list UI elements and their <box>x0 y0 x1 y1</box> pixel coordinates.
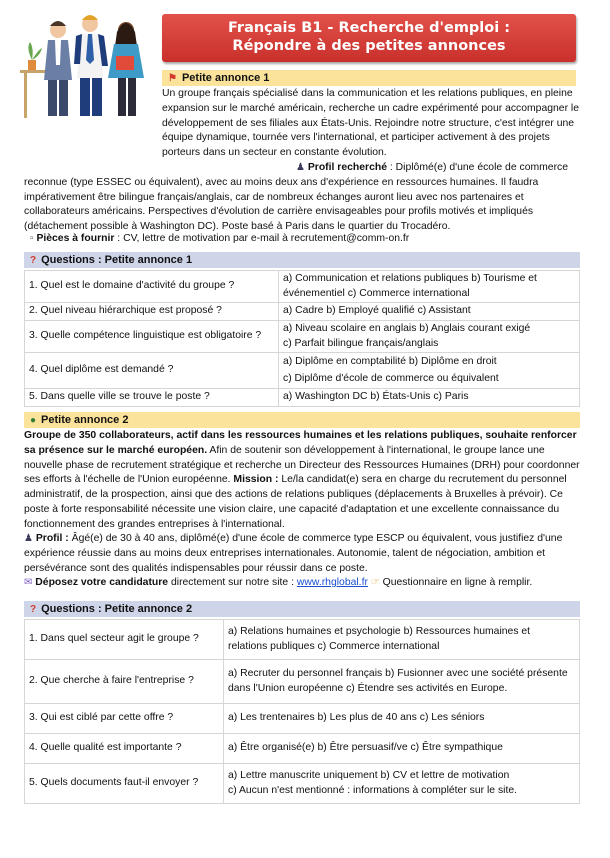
answer-cell <box>279 303 580 321</box>
question-cell: 5. Quels documents faut-il envoyer ? <box>25 764 224 804</box>
table-row <box>25 321 580 353</box>
annonce2-profil <box>24 532 580 576</box>
annonce2-body <box>24 429 580 533</box>
flag-icon: ⚑ <box>168 72 177 84</box>
answer-line: c) Diplôme d'école de commerce ou équivalent <box>283 373 499 384</box>
answer-line: dans l'Union européenne c) Étendre ses activités en Europe. <box>228 682 508 694</box>
table-row <box>25 660 580 704</box>
pointing-hand-icon: ☞ <box>370 577 380 588</box>
question-cell: 4. Quelle qualité est importante ? <box>25 734 224 764</box>
question-cell: 5. Dans quelle ville se trouve le poste ? <box>25 389 279 407</box>
question-cell: 3. Quelle compétence linguistique est obligatoire ? <box>25 321 279 353</box>
question-cell: 4. Quel diplôme est demandé ? <box>25 353 279 389</box>
profil-text: : Diplômé(e) d'une école de commerce reconnue (type ESSEC ou équivalent), avec au moins deux ans d'expérience en ressources humaines. Il faudra impérativement être bilingue français/anglais, car de nombreux échanges auront lieu avec nos partenaires et collaborateurs américains. Perspectives d'évolution de carrière envisageables pour profils motivés et impliqués (détachement possible à Washington DC). Poste basé à Paris dans le quartier du Trocadéro. <box>24 162 568 233</box>
answer-line: c) Parfait bilingue français/anglais <box>283 337 439 349</box>
questions1-heading-label: Questions : Petite annonce 1 <box>41 254 193 266</box>
answer-line: a) Communication et relations publiques b) Tourisme et <box>283 273 537 284</box>
globe-icon: ● <box>30 414 37 426</box>
table-row <box>25 353 580 389</box>
answer-line: a) Diplôme en comptabilité b) Diplôme en droit <box>283 355 497 367</box>
answer-line: relations publiques c) Commerce international <box>228 640 440 652</box>
title-line-1: Français B1 - Recherche d'emploi : <box>227 20 511 36</box>
question-cell: 2. Quel niveau hiérarchique est proposé ? <box>25 303 279 321</box>
questions1-table <box>24 270 580 407</box>
answer-line: c) Aucun n'est mentionné : informations à compléter sur le site. <box>228 784 518 796</box>
annonce1-profil <box>24 161 580 235</box>
depot-text: directement sur notre site : <box>168 577 297 588</box>
question-icon: ? <box>30 254 37 266</box>
mouse-icon: ▫ <box>30 233 34 244</box>
questions2-heading-label: Questions : Petite annonce 2 <box>41 603 193 615</box>
answer-line: a) Lettre manuscrite uniquement b) CV et lettre de motivation <box>228 770 510 781</box>
annonce1-body: Un groupe français spécialisé dans la communication et les relations publiques, en pleine expansion sur le marché américain, recherche un cadre expérimenté pour accompagner le développement de ses filiales aux États-Unis. Rejoindre notre structure, c'est intégrer une équipe dynamique, tournée vers l'international, et participer activement à des projets porteurs dans un secteur en constante évolution. <box>162 88 580 159</box>
after-link-text: Questionnaire en ligne à remplir. <box>379 577 533 588</box>
table-row <box>25 303 580 321</box>
answer-cell <box>224 734 580 764</box>
mission-label: Mission : <box>233 474 279 486</box>
question-cell: 2. Que cherche à faire l'entreprise ? <box>25 660 224 704</box>
answer-cell <box>279 271 580 303</box>
table-row <box>25 389 580 407</box>
inbox-icon: ✉ <box>24 577 33 588</box>
pieces-label: Pièces à fournir <box>36 233 115 244</box>
annonce2-text-1: Afin de soutenir son développement à l'international, le groupe lance une nouvelle phase de recrutement stratégique et recherche un Directeur des Ressources Humaines (DRH) pour coordonner ses efforts à l'échelle de l'Union européenne. <box>24 444 580 486</box>
rhglobal-link[interactable]: www.rhglobal.fr <box>296 577 368 588</box>
table-row <box>25 734 580 764</box>
depot-label: Déposez votre candidature <box>35 577 169 588</box>
answer-line: a) Recruter du personnel français b) Fusionner avec une société présente <box>228 668 568 679</box>
annonce2-heading-label: Petite annonce 2 <box>41 414 129 426</box>
person-icon: ♟ <box>296 162 305 173</box>
annonce2-depot <box>24 576 580 591</box>
answer-cell <box>224 660 580 704</box>
annonce2-intro: Groupe de 350 collaborateurs, actif dans les ressources humaines et les relations publiques, souhaite renforcer sa présence sur le marché européen. <box>24 430 577 456</box>
question-cell: 1. Dans quel secteur agit le groupe ? <box>25 620 224 660</box>
questions1-heading <box>24 252 580 268</box>
annonce1-pieces <box>30 232 580 247</box>
table-row <box>25 271 580 303</box>
answer-cell <box>224 704 580 734</box>
answer-line: a) Niveau scolaire en anglais b) Anglais courant exigé <box>283 323 531 334</box>
questions2-table <box>24 619 580 804</box>
question-cell: 1. Quel est le domaine d'activité du groupe ? <box>25 271 279 303</box>
table-row <box>25 764 580 804</box>
business-people-illustration <box>18 10 158 120</box>
annonce1-heading <box>162 70 576 86</box>
annonce2-text-2: Le/la candidat(e) sera en charge du recrutement du personnel administratif, de la prospection, ainsi que des actions de relations publiques (déplacements à Bruxelles à prévoir). Ce poste à forte responsabilité nécessite une vision claire, une capacité d'adaptation et une excellente connaissance du fonctionnement des grandes entreprises à l'international. <box>24 474 567 530</box>
question-icon: ? <box>30 603 37 615</box>
profil2-label: Profil : <box>35 533 69 544</box>
person-icon: ♟ <box>24 533 33 544</box>
table-row <box>25 704 580 734</box>
annonce1-heading-label: Petite annonce 1 <box>181 72 270 84</box>
answer-line: a) Les trentenaires b) Les plus de 40 ans c) Les séniors <box>228 712 485 724</box>
answer-cell <box>279 321 580 353</box>
questions2-heading <box>24 601 580 617</box>
answer-cell <box>224 620 580 660</box>
answer-line: a) Cadre b) Employé qualifié c) Assistant <box>283 305 471 317</box>
pieces-text: : CV, lettre de motivation par e-mail à recrutement@comm-on.fr <box>114 233 410 244</box>
answer-line: a) Relations humaines et psychologie b) Ressources humaines et <box>228 626 531 637</box>
answer-cell <box>279 353 580 389</box>
answer-cell <box>279 389 580 407</box>
profil-label: Profil recherché <box>307 162 387 173</box>
page-title-banner <box>162 14 576 62</box>
answer-cell <box>224 764 580 804</box>
answer-line: événementiel c) Commerce international <box>283 287 470 299</box>
profil2-text: Âgé(e) de 30 à 40 ans, diplômé(e) d'une école de commerce type ESCP ou équivalent, vous justifiez d'une expérience réussie dans au moins deux entreprises internationales. Autonomie, talent de négociation, ambition et persévérance sont des qualités indispensables pour réussir dans ce poste. <box>24 533 563 574</box>
question-cell: 3. Qui est ciblé par cette offre ? <box>25 704 224 734</box>
title-line-2: Répondre à des petites annonces <box>232 38 506 54</box>
answer-line: a) Être organisé(e) b) Être persuasif/ve c) Être sympathique <box>228 742 503 754</box>
annonce2-heading <box>24 412 580 428</box>
table-row <box>25 620 580 660</box>
answer-line: a) Washington DC b) États-Unis c) Paris <box>283 391 469 403</box>
